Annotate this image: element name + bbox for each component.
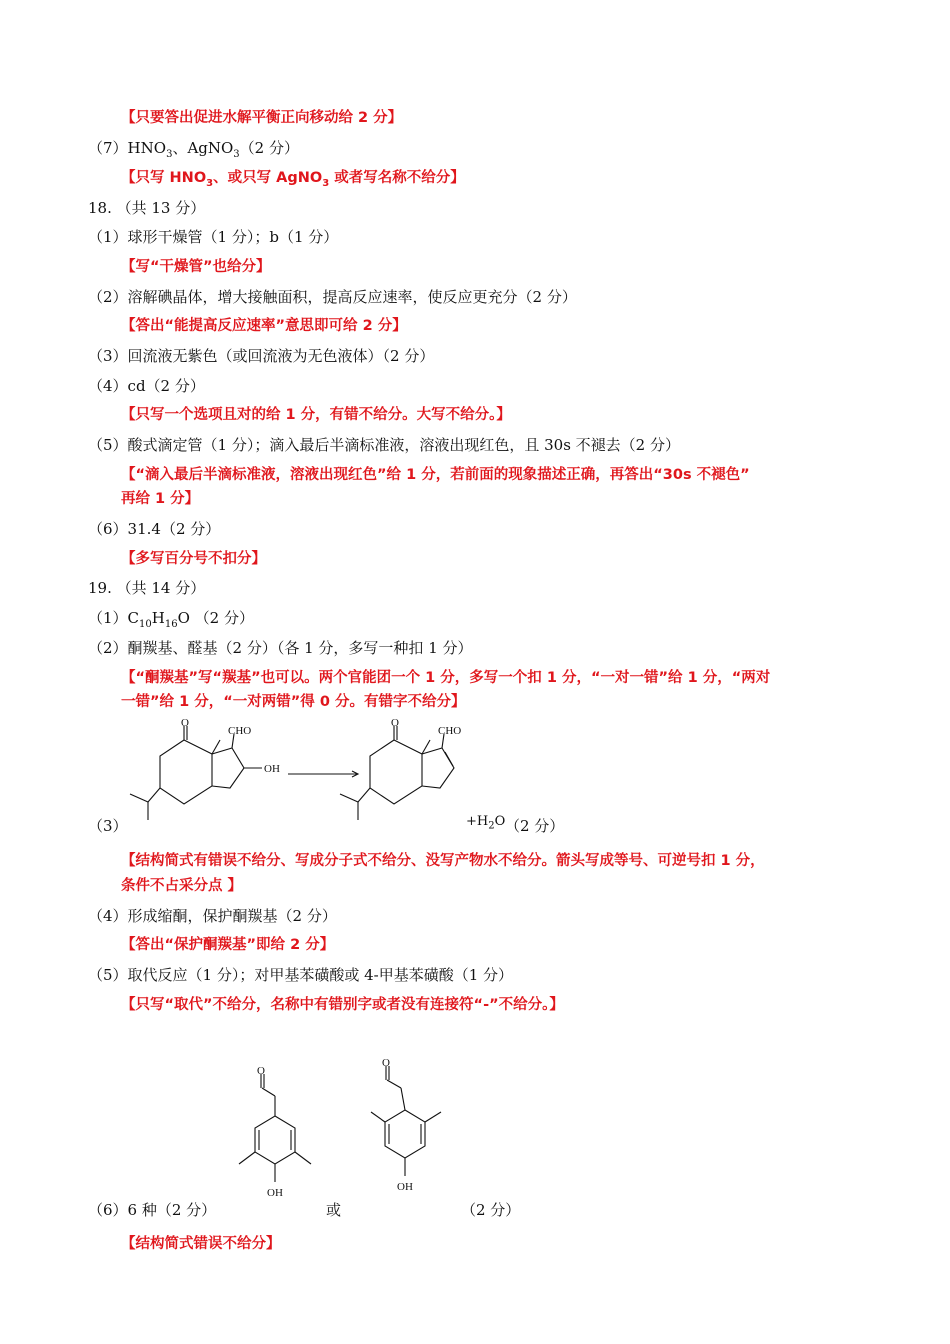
scoring-note-18-5-a: 【“滴入最后半滴标准液，溶液出现红色”给 1 分，若前面的现象描述正确，再答出“30s 不褪色”: [121, 467, 750, 483]
scoring-note-18-1: 【写“干燥管”也给分】: [121, 259, 271, 275]
cho-label: CHO: [438, 725, 462, 737]
scoring-note-19-3-a: 【结构简式有错误不给分、写成分子式不给分、没写产物水不给分。箭头写成等号、可逆号扣 1 分，: [121, 853, 765, 869]
question-18-header: 18. （共 13 分）: [88, 199, 206, 217]
or-separator: 或: [326, 1201, 342, 1219]
subscript: 2: [488, 820, 495, 832]
phenol-oh-label: OH: [397, 1181, 413, 1193]
text: +H: [466, 814, 489, 829]
answer-19-6-score: （2 分）: [461, 1201, 521, 1219]
scoring-note-19-4: 【答出“保护酮羰基”即给 2 分】: [121, 937, 335, 953]
subscript: 16: [164, 619, 178, 630]
text: O: [494, 814, 506, 829]
subscript: 3: [166, 149, 173, 160]
answer-19-6: （6）6 种（2 分）: [88, 1201, 217, 1219]
scoring-note-19-2-a: 【“酮羰基”写“羰基”也可以。两个官能团一个 1 分，多写一个扣 1 分，“一对一错”给 1 分，“两对: [121, 670, 771, 686]
answer-19-3-score: （2 分）: [505, 817, 565, 835]
answer-19-4: （4）形成缩酮，保护酮羰基（2 分）: [88, 907, 337, 925]
text: 、或只写 AgNO: [213, 170, 323, 186]
scoring-note-18-4: 【只写一个选项且对的给 1 分，有错不给分。大写不给分。】: [121, 407, 511, 423]
text: O （2 分）: [177, 609, 254, 627]
text: （7）HNO: [88, 139, 167, 157]
isomer-structures: [225, 1057, 465, 1215]
answer-19-1: [88, 608, 254, 628]
scoring-note-19-3-b: 条件不占采分点 】: [121, 878, 243, 894]
answer-19-5: （5）取代反应（1 分）；对甲基苯磺酸或 4-甲基苯磺酸（1 分）: [88, 966, 514, 984]
ketone-o-label: O: [391, 717, 399, 729]
scoring-note-18-2: 【答出“能提高反应速率”意思即可给 2 分】: [121, 318, 407, 334]
answer-17-7: [88, 138, 299, 158]
text: （2 分）: [239, 139, 299, 157]
aldehyde-o-label: O: [257, 1065, 265, 1077]
scoring-note-18-5-b: 再给 1 分】: [121, 491, 200, 507]
scoring-note-19-6: 【结构简式错误不给分】: [121, 1236, 281, 1252]
subscript: 3: [206, 177, 214, 189]
text: H: [151, 609, 165, 627]
phenol-oh-label: OH: [267, 1187, 283, 1199]
text: 、AgNO: [172, 139, 234, 157]
answer-19-3-label: （3）: [88, 817, 128, 835]
aldehyde-o-label: O: [382, 1057, 390, 1069]
question-19-header: 19. （共 14 分）: [88, 579, 206, 597]
answer-18-3: （3）回流液无紫色（或回流液为无色液体）（2 分）: [88, 347, 435, 365]
reaction-diagram: [120, 717, 480, 827]
answer-18-5: （5）酸式滴定管（1 分）；滴入最后半滴标准液，溶液出现红色，且 30s 不褪去（2 分）: [88, 436, 680, 454]
answer-19-2: （2）酮羰基、醛基（2 分）（各 1 分，多写一种扣 1 分）: [88, 639, 473, 657]
cho-label: CHO: [228, 725, 252, 737]
text: （1）C: [88, 609, 140, 627]
subscript: 3: [322, 177, 330, 189]
answer-18-2: （2）溶解碘晶体，增大接触面积，提高反应速率，使反应更充分（2 分）: [88, 288, 577, 306]
answer-18-6: （6）31.4（2 分）: [88, 520, 221, 538]
water-product: [466, 812, 505, 832]
scoring-note-19-2-b: 一错”给 1 分，“一对两错”得 0 分。有错字不给分】: [121, 694, 466, 710]
scoring-note-17-7: [121, 168, 465, 188]
answer-18-4: （4）cd（2 分）: [88, 377, 205, 395]
answer-18-1: （1）球形干燥管（1 分）；b（1 分）: [88, 228, 339, 246]
scoring-note-18-6: 【多写百分号不扣分】: [121, 551, 266, 567]
text: 【只写 HNO: [121, 170, 207, 186]
scoring-note-hydrolysis: 【只要答出促进水解平衡正向移动给 2 分】: [121, 110, 403, 126]
text: 或者写名称不给分】: [329, 170, 465, 186]
ketone-o-label: O: [181, 717, 189, 729]
subscript: 3: [233, 149, 240, 160]
oh-label: OH: [264, 763, 280, 775]
subscript: 10: [139, 619, 152, 630]
scoring-note-19-5: 【只写“取代”不给分，名称中有错别字或者没有连接符“-”不给分。】: [121, 997, 564, 1013]
